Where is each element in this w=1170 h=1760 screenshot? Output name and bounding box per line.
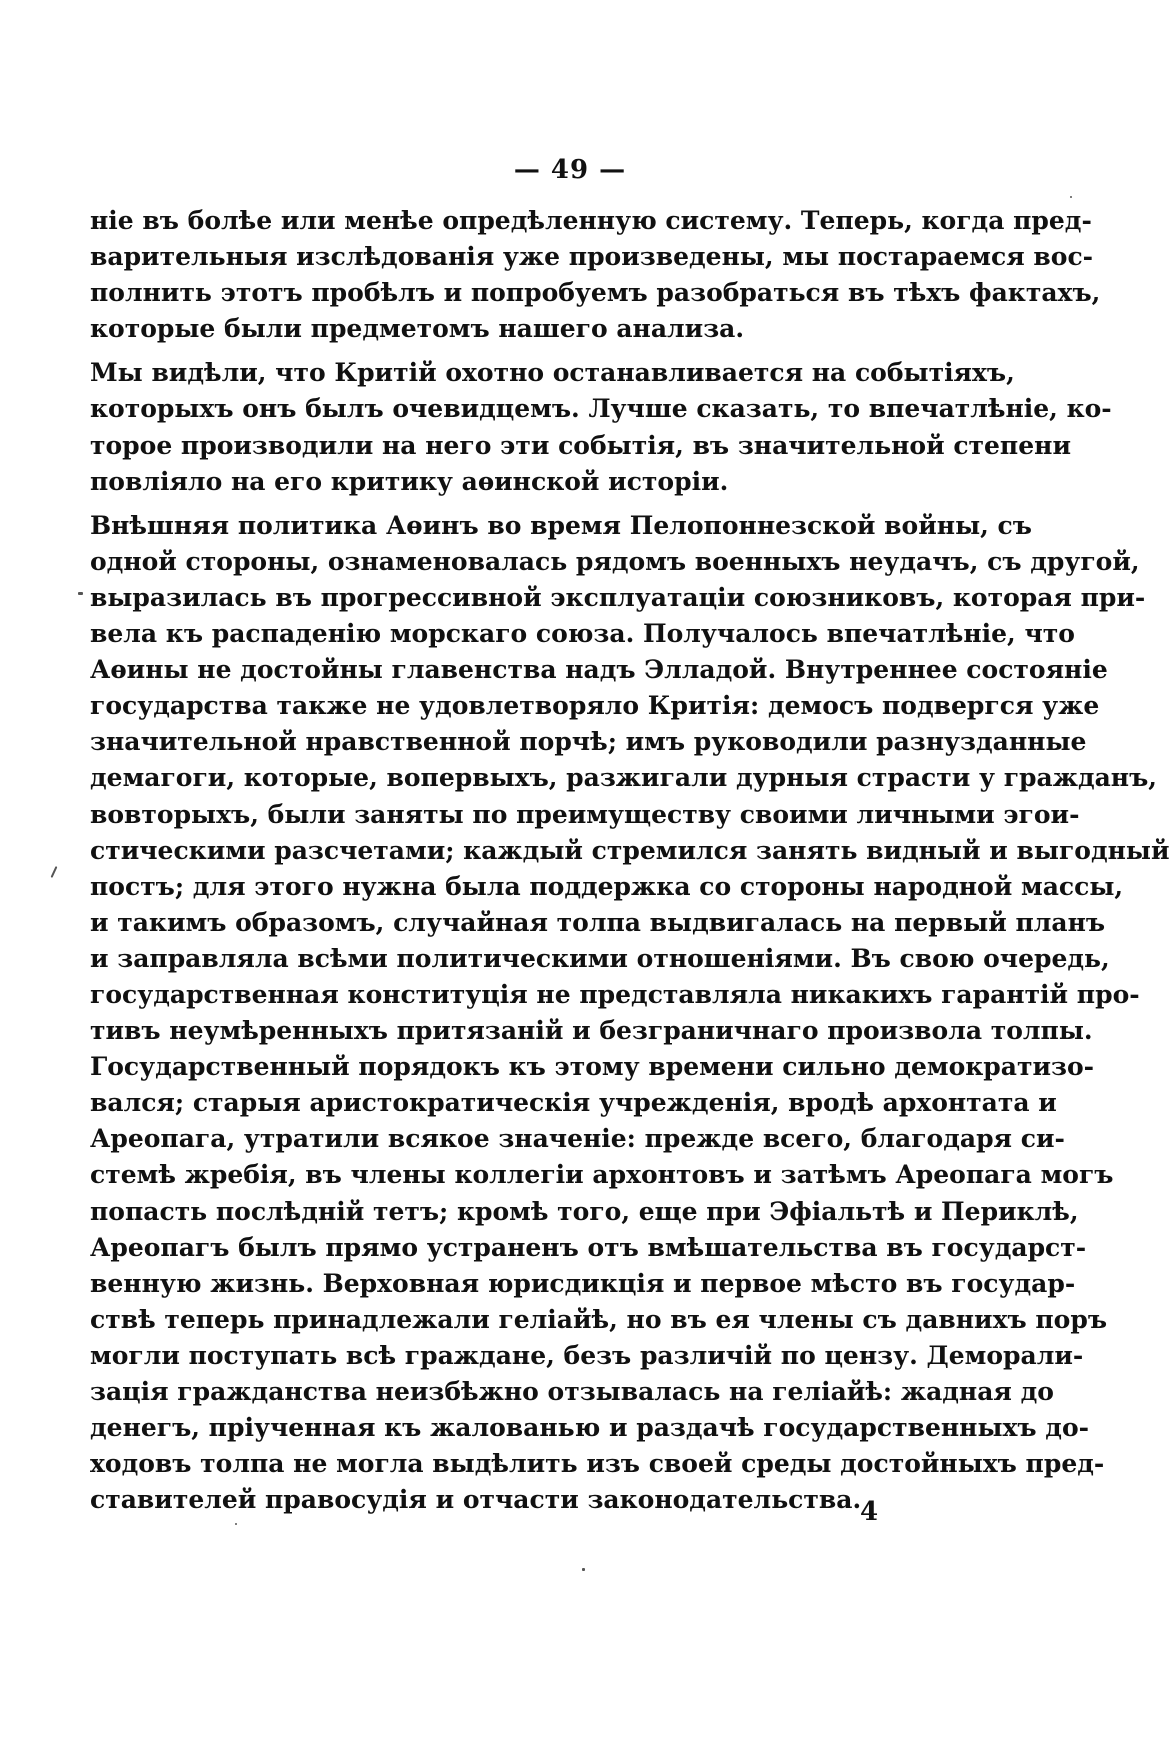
text-line: которые были предметомъ нашего анализа.: [90, 314, 745, 344]
text-line: государства также не удовлетворяло Критія: демосъ подвергся уже: [90, 691, 1100, 721]
paragraph: [90, 355, 1112, 499]
text-line: демагоги, которые, вопервыхъ, разжигали дурныя страсти у гражданъ,: [90, 763, 1157, 793]
text-line: и заправляла всѣми политическими отношеніями. Въ свою очередь,: [90, 943, 1110, 973]
paragraph-gap: [90, 347, 940, 355]
body-text: [90, 203, 1170, 1518]
text-line: одной стороны, ознаменовалась рядомъ военныхъ неудачъ, съ другой,: [90, 546, 1140, 576]
text-line: попасть послѣдній тетъ; кромѣ того, еще при Эфіальтѣ и Периклѣ,: [90, 1196, 1079, 1226]
text-line: венную жизнь. Верховная юрисдикція и первое мѣсто въ государ-: [90, 1268, 1076, 1298]
text-line: Аѳины не достойны главенства надъ Элладой. Внутреннее состояніе: [90, 655, 1108, 685]
text-line: торое производили на него эти событія, въ значительной степени: [90, 430, 1071, 460]
print-speck: [235, 1523, 237, 1525]
print-speck: [78, 592, 83, 595]
text-line: повліяло на его критику аѳинской исторіи.: [90, 466, 729, 496]
text-line: тивъ неумѣренныхъ притязаній и безграничнаго произвола толпы.: [90, 1016, 1093, 1046]
text-line: вался; старыя аристократическія учрежденія, вродѣ архонтата и: [90, 1088, 1057, 1118]
text-line: могли поступать всѣ граждане, безъ различій по цензу. Деморали-: [90, 1340, 1084, 1370]
page-number: — 49 —: [513, 155, 627, 185]
text-line: Внѣшняя политика Аѳинъ во время Пелопоннезской войны, съ: [90, 510, 1032, 540]
text-line: стемѣ жребія, въ члены коллегіи архонтовъ и затѣмъ Ареопага могъ: [90, 1160, 1114, 1190]
print-speck: [51, 866, 58, 878]
text-line: стическими разсчетами; каждый стремился занять видный и выгодный: [90, 835, 1170, 865]
text-line: вовторыхъ, были заняты по преимуществу своими личными эгои-: [90, 799, 1080, 829]
signature-mark: 4: [860, 1497, 879, 1527]
text-line: Ареопага, утратили всякое значеніе: прежде всего, благодаря си-: [90, 1124, 1065, 1154]
text-line: денегъ, пріученная къ жалованью и раздачѣ государственныхъ до-: [90, 1413, 1090, 1443]
text-line: полнить этотъ пробѣлъ и попробуемъ разобраться въ тѣхъ фактахъ,: [90, 278, 1101, 308]
text-line: государственная конституція не представляла никакихъ гарантій про-: [90, 979, 1140, 1009]
text-line: ніе въ болѣе или менѣе опредѣленную систему. Теперь, когда пред-: [90, 206, 1092, 235]
text-line: Мы видѣли, что Критій охотно останавливается на событіяхъ,: [90, 358, 1015, 388]
text-line: варительныя изслѣдованія уже произведены, мы постараемся вос-: [90, 242, 1094, 272]
text-line: вела къ распаденію морскаго союза. Получалось впечатлѣніе, что: [90, 619, 1075, 649]
text-line: которыхъ онъ былъ очевидцемъ. Лучше сказать, то впечатлѣніе, ко-: [90, 394, 1112, 424]
text-line: ставителей правосудія и отчасти законодательства.: [90, 1485, 862, 1515]
text-line: и такимъ образомъ, случайная толпа выдвигалась на первый планъ: [90, 907, 1106, 937]
text-line: постъ; для этого нужна была поддержка со стороны народной массы,: [90, 871, 1124, 901]
paragraph: [90, 508, 1170, 1519]
text-line: значительной нравственной порчѣ; имъ руководили разнузданные: [90, 727, 1087, 757]
text-line: ходовъ толпа не могла выдѣлить изъ своей среды достойныхъ пред-: [90, 1449, 1105, 1479]
print-speck: [582, 1568, 585, 1571]
text-line: зація гражданства неизбѣжно отзывалась на геліайѣ: жадная до: [90, 1377, 1054, 1406]
paragraph: [90, 203, 1101, 347]
paragraph-gap: [90, 500, 940, 508]
text-line: Ареопагъ былъ прямо устраненъ отъ вмѣшательства въ государст-: [90, 1232, 1087, 1262]
print-speck: [1070, 196, 1072, 198]
text-line: Государственный порядокъ къ этому времени сильно демократизо-: [90, 1052, 1095, 1082]
text-line: выразилась въ прогрессивной эксплуатаціи союзниковъ, которая при-: [90, 582, 1146, 612]
text-line: ствѣ теперь принадлежали геліайѣ, но въ ея члены съ давнихъ поръ: [90, 1304, 1108, 1334]
